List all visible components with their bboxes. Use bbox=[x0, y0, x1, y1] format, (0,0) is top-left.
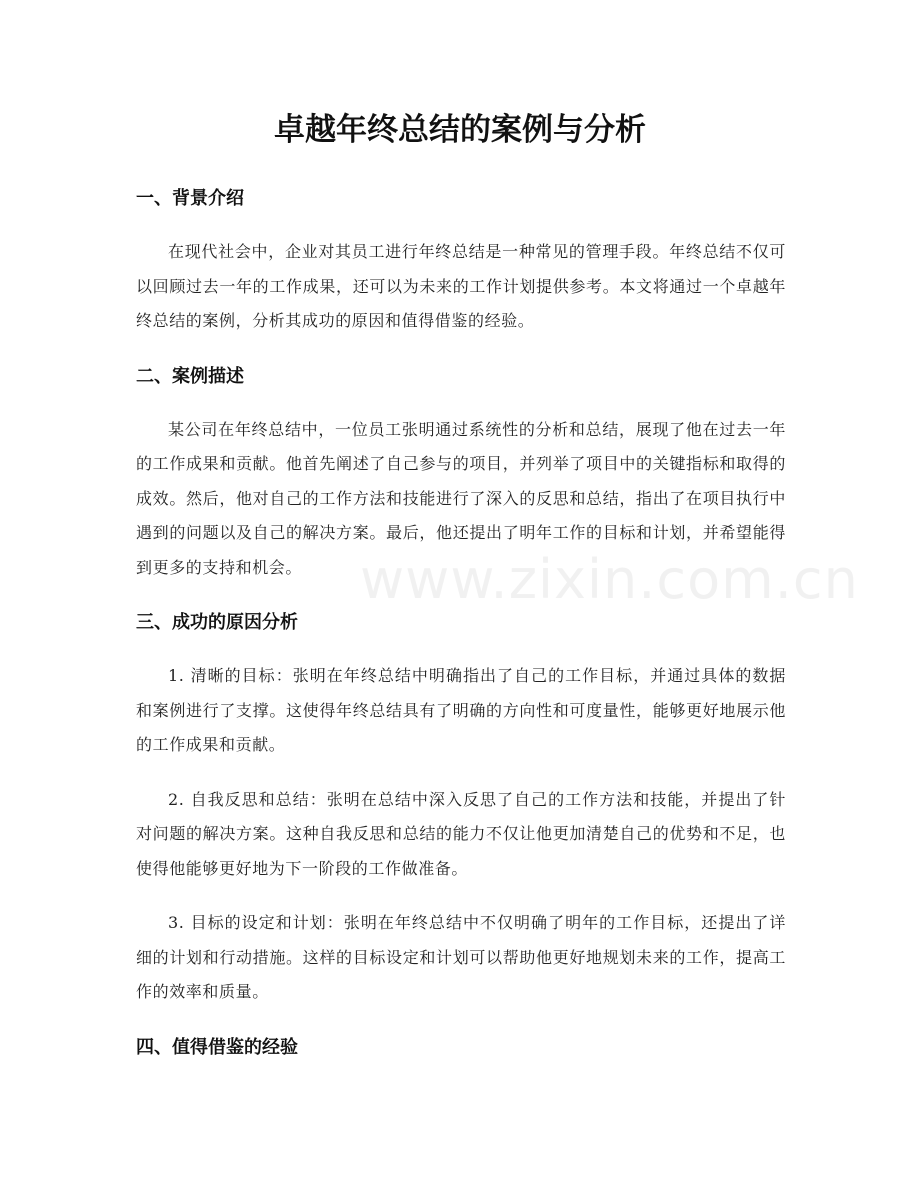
section-heading-lessons: 四、值得借鉴的经验 bbox=[136, 1036, 298, 1058]
paragraph-reason-3: 3. 目标的设定和计划：张明在年终总结中不仅明确了明年的工作目标，还提出了详细的计划和行动措施。这样的目标设定和计划可以帮助他更好地规划未来的工作，提高工作的效率和质量。 bbox=[136, 913, 786, 1001]
document-body bbox=[136, 183, 786, 1064]
section-heading-background: 一、背景介绍 bbox=[136, 188, 244, 209]
section-heading-reasons: 三、成功的原因分析 bbox=[136, 612, 298, 633]
paragraph-case: 某公司在年终总结中，一位员工张明通过系统性的分析和总结，展现了他在过去一年的工作成果和贡献。他首先阐述了自己参与的项目，并列举了项目中的关键指标和取得的成效。然后，他对自己的工作方法和技能进行了深入的反思和总结，指出了在项目执行中遇到的问题以及自己的解决方案。最后，他还提出了明年工作的目标和计划，并希望能得到更多的支持和机会。 bbox=[136, 419, 786, 577]
paragraph-reason-1: 1. 清晰的目标：张明在年终总结中明确指出了自己的工作目标，并通过具体的数据和案例进行了支撑。这使得年终总结具有了明确的方向性和可度量性，能够更好地展示他的工作成果和贡献。 bbox=[136, 666, 786, 754]
section-heading-case: 二、案例描述 bbox=[136, 365, 244, 387]
page-title: 卓越年终总结的案例与分析 bbox=[274, 112, 646, 148]
watermark: www.zixin.com.cn bbox=[360, 548, 859, 611]
paragraph-background: 在现代社会中，企业对其员工进行年终总结是一种常见的管理手段。年终总结不仅可以回顾过去一年的工作成果，还可以为未来的工作计划提供参考。本文将通过一个卓越年终总结的案例，分析其成功的原因和值得借鉴的经验。 bbox=[136, 242, 786, 330]
paragraph-reason-2: 2. 自我反思和总结：张明在总结中深入反思了自己的工作方法和技能，并提出了针对问题的解决方案。这种自我反思和总结的能力不仅让他更加清楚自己的优势和不足，也使得他能够更好地为下一阶段的工作做准备。 bbox=[136, 789, 786, 878]
